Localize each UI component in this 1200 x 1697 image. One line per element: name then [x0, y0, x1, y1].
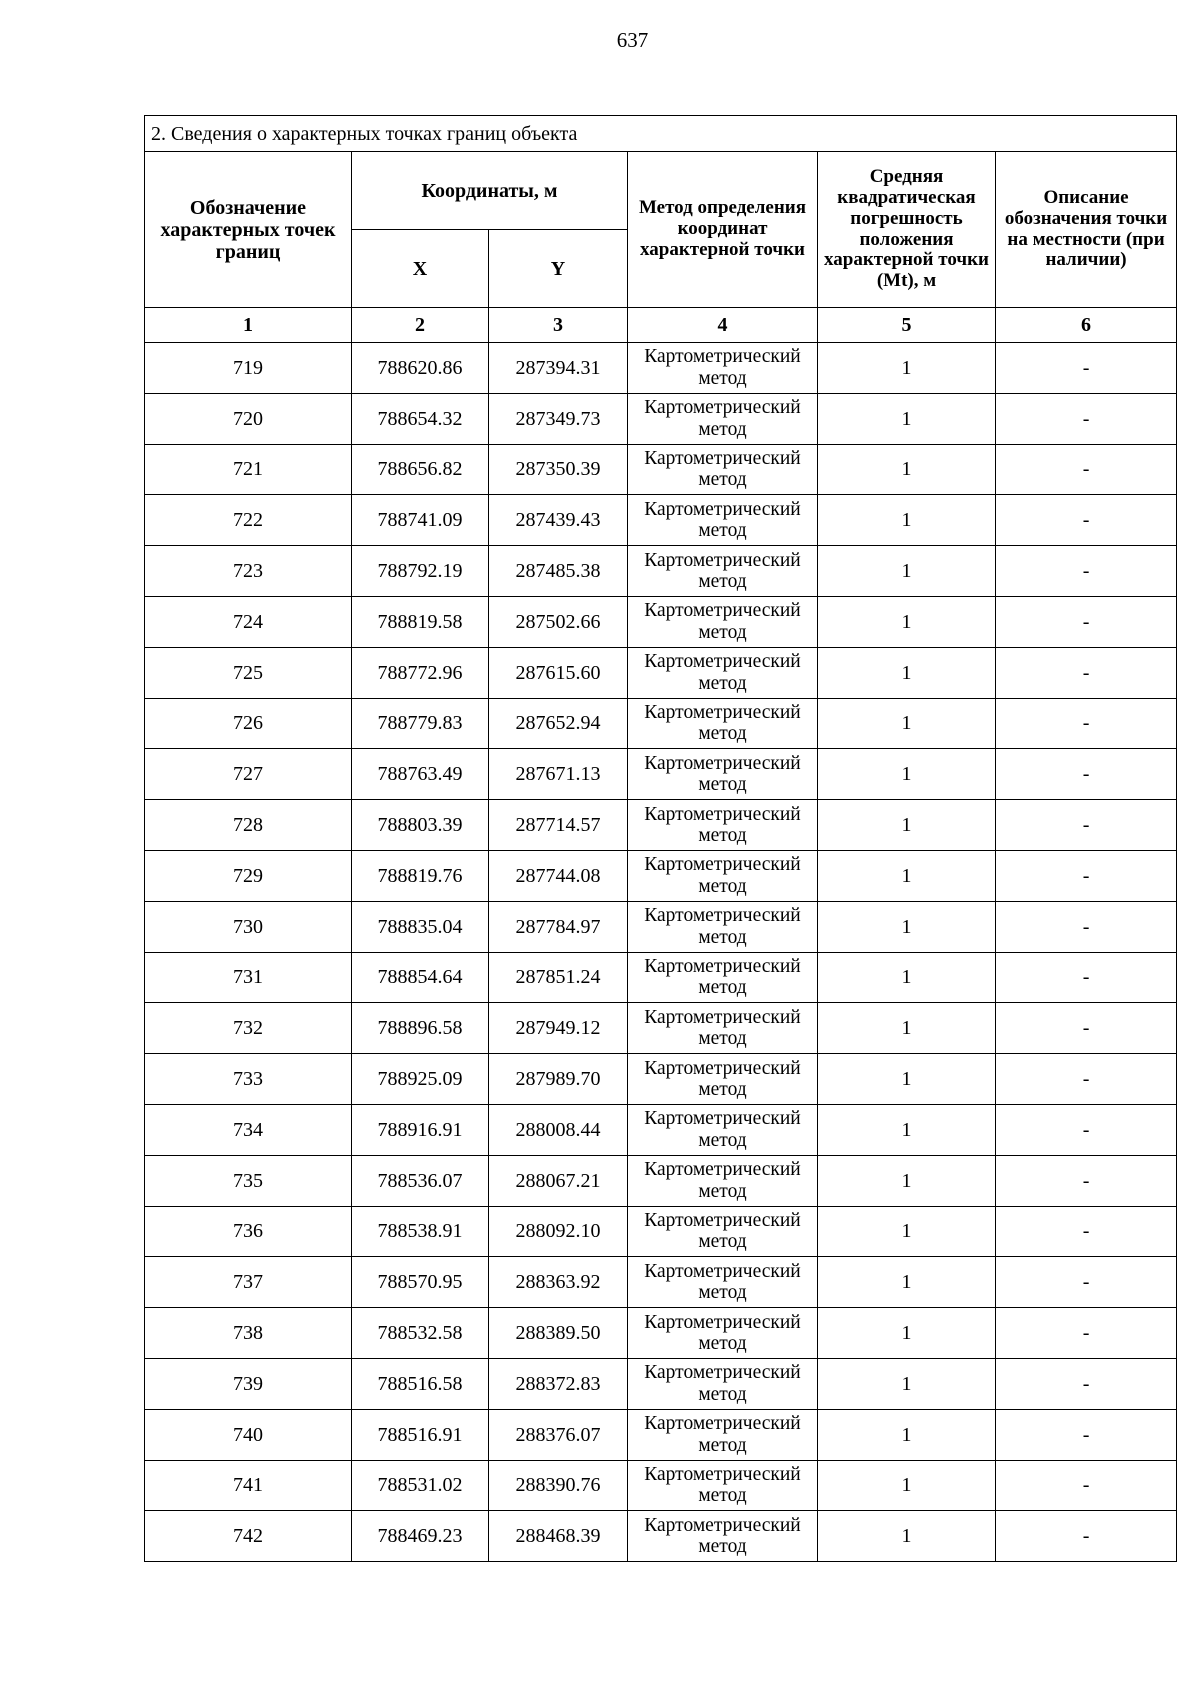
- method-cell: Картометрический метод: [628, 901, 818, 952]
- x-coordinate-cell: 788538.91: [352, 1206, 489, 1257]
- point-cell: 739: [145, 1358, 352, 1409]
- description-cell: -: [996, 1308, 1177, 1359]
- description-cell: -: [996, 1003, 1177, 1054]
- error-cell: 1: [818, 1155, 996, 1206]
- method-cell: Картометрический метод: [628, 952, 818, 1003]
- x-coordinate-cell: 788531.02: [352, 1460, 489, 1511]
- column-number: 6: [996, 308, 1177, 343]
- y-coordinate-cell: 288372.83: [489, 1358, 628, 1409]
- y-coordinate-cell: 287485.38: [489, 546, 628, 597]
- method-cell: Картометрический метод: [628, 1460, 818, 1511]
- description-cell: -: [996, 1409, 1177, 1460]
- table-row: [145, 596, 1177, 647]
- x-coordinate-cell: 788656.82: [352, 444, 489, 495]
- y-coordinate-cell: 288389.50: [489, 1308, 628, 1359]
- table-row: [145, 1003, 1177, 1054]
- error-cell: 1: [818, 444, 996, 495]
- description-cell: -: [996, 1104, 1177, 1155]
- table-row: [145, 444, 1177, 495]
- point-cell: 725: [145, 647, 352, 698]
- x-coordinate-cell: 788854.64: [352, 952, 489, 1003]
- x-coordinate-cell: 788763.49: [352, 749, 489, 800]
- description-cell: -: [996, 1511, 1177, 1562]
- point-cell: 722: [145, 495, 352, 546]
- header-description: Описание обозначения точки на местности (при наличии): [996, 152, 1177, 308]
- header-x: X: [352, 230, 489, 308]
- table-row: [145, 749, 1177, 800]
- description-cell: -: [996, 1206, 1177, 1257]
- error-cell: 1: [818, 1104, 996, 1155]
- y-coordinate-cell: 287350.39: [489, 444, 628, 495]
- error-cell: 1: [818, 1358, 996, 1409]
- y-coordinate-cell: 287989.70: [489, 1054, 628, 1105]
- y-coordinate-cell: 287851.24: [489, 952, 628, 1003]
- error-cell: 1: [818, 952, 996, 1003]
- table-row: [145, 1358, 1177, 1409]
- x-coordinate-cell: 788620.86: [352, 343, 489, 394]
- method-cell: Картометрический метод: [628, 495, 818, 546]
- point-cell: 728: [145, 800, 352, 851]
- method-cell: Картометрический метод: [628, 698, 818, 749]
- point-cell: 742: [145, 1511, 352, 1562]
- y-coordinate-cell: 288067.21: [489, 1155, 628, 1206]
- method-cell: Картометрический метод: [628, 850, 818, 901]
- method-cell: Картометрический метод: [628, 1358, 818, 1409]
- description-cell: -: [996, 952, 1177, 1003]
- method-cell: Картометрический метод: [628, 1409, 818, 1460]
- error-cell: 1: [818, 1257, 996, 1308]
- y-coordinate-cell: 287784.97: [489, 901, 628, 952]
- page-number: 637: [616, 28, 649, 52]
- x-coordinate-cell: 788835.04: [352, 901, 489, 952]
- column-number: 3: [489, 308, 628, 343]
- description-cell: -: [996, 596, 1177, 647]
- header-error: Средняя квадратическая погрешность положения характерной точки (Mt), м: [818, 152, 996, 308]
- point-cell: 738: [145, 1308, 352, 1359]
- x-coordinate-cell: 788741.09: [352, 495, 489, 546]
- method-cell: Картометрический метод: [628, 1206, 818, 1257]
- point-cell: 741: [145, 1460, 352, 1511]
- x-coordinate-cell: 788772.96: [352, 647, 489, 698]
- point-cell: 720: [145, 393, 352, 444]
- error-cell: 1: [818, 393, 996, 444]
- description-cell: -: [996, 1460, 1177, 1511]
- error-cell: 1: [818, 1206, 996, 1257]
- y-coordinate-cell: 287502.66: [489, 596, 628, 647]
- column-number: 5: [818, 308, 996, 343]
- header-coordinates: Координаты, м: [352, 152, 628, 230]
- table-row: [145, 850, 1177, 901]
- method-cell: Картометрический метод: [628, 800, 818, 851]
- table-row: [145, 1308, 1177, 1359]
- column-number: 2: [352, 308, 489, 343]
- table-row: [145, 1054, 1177, 1105]
- table-row: [145, 343, 1177, 394]
- y-coordinate-cell: 288390.76: [489, 1460, 628, 1511]
- description-cell: -: [996, 343, 1177, 394]
- error-cell: 1: [818, 1511, 996, 1562]
- error-cell: 1: [818, 698, 996, 749]
- point-cell: 740: [145, 1409, 352, 1460]
- x-coordinate-cell: 788654.32: [352, 393, 489, 444]
- x-coordinate-cell: 788803.39: [352, 800, 489, 851]
- boundary-points-table: [144, 115, 1177, 1562]
- y-coordinate-cell: 287671.13: [489, 749, 628, 800]
- method-cell: Картометрический метод: [628, 1155, 818, 1206]
- x-coordinate-cell: 788536.07: [352, 1155, 489, 1206]
- y-coordinate-cell: 288008.44: [489, 1104, 628, 1155]
- table-row: [145, 800, 1177, 851]
- table-row: [145, 647, 1177, 698]
- method-cell: Картометрический метод: [628, 393, 818, 444]
- method-cell: Картометрический метод: [628, 343, 818, 394]
- column-number: 1: [145, 308, 352, 343]
- y-coordinate-cell: 287394.31: [489, 343, 628, 394]
- error-cell: 1: [818, 546, 996, 597]
- table-row: [145, 495, 1177, 546]
- y-coordinate-cell: 287439.43: [489, 495, 628, 546]
- x-coordinate-cell: 788819.58: [352, 596, 489, 647]
- table-row: [145, 901, 1177, 952]
- y-coordinate-cell: 287652.94: [489, 698, 628, 749]
- table-row: [145, 1155, 1177, 1206]
- point-cell: 730: [145, 901, 352, 952]
- x-coordinate-cell: 788916.91: [352, 1104, 489, 1155]
- description-cell: -: [996, 850, 1177, 901]
- error-cell: 1: [818, 596, 996, 647]
- error-cell: 1: [818, 495, 996, 546]
- method-cell: Картометрический метод: [628, 546, 818, 597]
- description-cell: -: [996, 647, 1177, 698]
- method-cell: Картометрический метод: [628, 596, 818, 647]
- point-cell: 731: [145, 952, 352, 1003]
- error-cell: 1: [818, 850, 996, 901]
- column-number: 4: [628, 308, 818, 343]
- error-cell: 1: [818, 749, 996, 800]
- table-row: [145, 1104, 1177, 1155]
- point-cell: 735: [145, 1155, 352, 1206]
- description-cell: -: [996, 1155, 1177, 1206]
- table-row: [145, 546, 1177, 597]
- y-coordinate-cell: 288363.92: [489, 1257, 628, 1308]
- table-row: [145, 1409, 1177, 1460]
- table-body: [145, 343, 1177, 1562]
- method-cell: Картометрический метод: [628, 1054, 818, 1105]
- error-cell: 1: [818, 1308, 996, 1359]
- y-coordinate-cell: 287615.60: [489, 647, 628, 698]
- method-cell: Картометрический метод: [628, 444, 818, 495]
- method-cell: Картометрический метод: [628, 1511, 818, 1562]
- x-coordinate-cell: 788896.58: [352, 1003, 489, 1054]
- y-coordinate-cell: 288092.10: [489, 1206, 628, 1257]
- description-cell: -: [996, 800, 1177, 851]
- x-coordinate-cell: 788469.23: [352, 1511, 489, 1562]
- table-caption: 2. Сведения о характерных точках границ объекта: [145, 116, 1177, 152]
- description-cell: -: [996, 698, 1177, 749]
- method-cell: Картометрический метод: [628, 647, 818, 698]
- table-row: [145, 1257, 1177, 1308]
- point-cell: 719: [145, 343, 352, 394]
- description-cell: -: [996, 1358, 1177, 1409]
- description-cell: -: [996, 444, 1177, 495]
- y-coordinate-cell: 288376.07: [489, 1409, 628, 1460]
- method-cell: Картометрический метод: [628, 1003, 818, 1054]
- x-coordinate-cell: 788570.95: [352, 1257, 489, 1308]
- description-cell: -: [996, 393, 1177, 444]
- y-coordinate-cell: 287949.12: [489, 1003, 628, 1054]
- error-cell: 1: [818, 1003, 996, 1054]
- point-cell: 724: [145, 596, 352, 647]
- header-method: Метод определения координат характерной точки: [628, 152, 818, 308]
- description-cell: -: [996, 1054, 1177, 1105]
- point-cell: 726: [145, 698, 352, 749]
- description-cell: -: [996, 495, 1177, 546]
- method-cell: Картометрический метод: [628, 1308, 818, 1359]
- point-cell: 737: [145, 1257, 352, 1308]
- table-row: [145, 1511, 1177, 1562]
- header-y: Y: [489, 230, 628, 308]
- error-cell: 1: [818, 1054, 996, 1105]
- point-cell: 732: [145, 1003, 352, 1054]
- y-coordinate-cell: 287349.73: [489, 393, 628, 444]
- error-cell: 1: [818, 901, 996, 952]
- table-row: [145, 1206, 1177, 1257]
- column-numbers-row: [145, 308, 1177, 343]
- point-cell: 723: [145, 546, 352, 597]
- x-coordinate-cell: 788925.09: [352, 1054, 489, 1105]
- description-cell: -: [996, 546, 1177, 597]
- x-coordinate-cell: 788779.83: [352, 698, 489, 749]
- table-row: [145, 393, 1177, 444]
- method-cell: Картометрический метод: [628, 1104, 818, 1155]
- error-cell: 1: [818, 1460, 996, 1511]
- error-cell: 1: [818, 1409, 996, 1460]
- description-cell: -: [996, 1257, 1177, 1308]
- point-cell: 721: [145, 444, 352, 495]
- point-cell: 734: [145, 1104, 352, 1155]
- description-cell: -: [996, 901, 1177, 952]
- x-coordinate-cell: 788532.58: [352, 1308, 489, 1359]
- method-cell: Картометрический метод: [628, 1257, 818, 1308]
- x-coordinate-cell: 788516.91: [352, 1409, 489, 1460]
- method-cell: Картометрический метод: [628, 749, 818, 800]
- x-coordinate-cell: 788819.76: [352, 850, 489, 901]
- y-coordinate-cell: 288468.39: [489, 1511, 628, 1562]
- point-cell: 733: [145, 1054, 352, 1105]
- point-cell: 727: [145, 749, 352, 800]
- table-row: [145, 952, 1177, 1003]
- y-coordinate-cell: 287744.08: [489, 850, 628, 901]
- x-coordinate-cell: 788516.58: [352, 1358, 489, 1409]
- x-coordinate-cell: 788792.19: [352, 546, 489, 597]
- error-cell: 1: [818, 800, 996, 851]
- y-coordinate-cell: 287714.57: [489, 800, 628, 851]
- error-cell: 1: [818, 343, 996, 394]
- point-cell: 729: [145, 850, 352, 901]
- error-cell: 1: [818, 647, 996, 698]
- table-row: [145, 698, 1177, 749]
- description-cell: -: [996, 749, 1177, 800]
- table-row: [145, 1460, 1177, 1511]
- point-cell: 736: [145, 1206, 352, 1257]
- header-point-designation: Обозначение характерных точек границ: [145, 152, 352, 308]
